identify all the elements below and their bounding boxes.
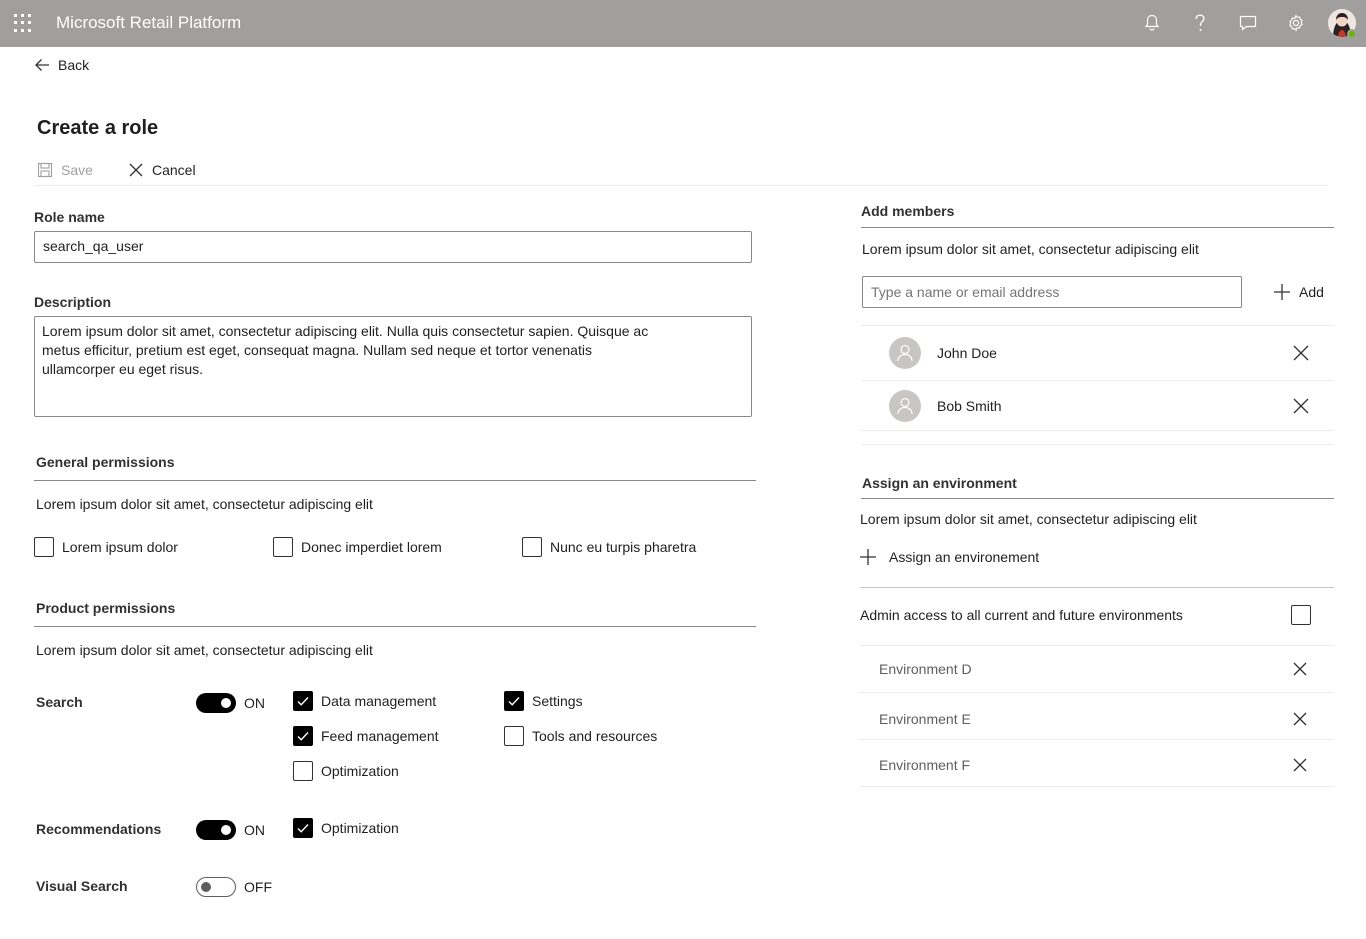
section-divider xyxy=(34,626,756,627)
toggle-recommendations[interactable] xyxy=(196,820,265,840)
checkbox-box[interactable] xyxy=(293,761,313,781)
close-icon xyxy=(128,162,144,178)
assign-environment-label: Assign an environement xyxy=(889,549,1040,565)
checkbox-label: Optimization xyxy=(321,763,399,779)
list-divider xyxy=(860,739,1334,740)
checkbox-search-tools-and-resources[interactable] xyxy=(504,726,657,746)
checkbox-search-data-management[interactable] xyxy=(293,691,436,711)
member-search-input[interactable] xyxy=(862,276,1242,308)
app-title: Microsoft Retail Platform xyxy=(56,13,242,32)
top-bar xyxy=(0,0,1366,47)
member-name: Bob Smith xyxy=(937,398,1002,414)
add-icon xyxy=(1273,283,1291,301)
checkbox-box[interactable] xyxy=(293,726,313,746)
product-name-recommendations: Recommendations xyxy=(36,821,162,837)
checkbox-label: Settings xyxy=(532,693,583,709)
add-members-title: Add members xyxy=(861,203,955,219)
section-divider xyxy=(861,227,1334,228)
list-divider xyxy=(861,325,1334,326)
back-arrow-icon xyxy=(34,57,50,73)
section-divider xyxy=(860,587,1334,588)
role-name-input[interactable]: search_qa_user xyxy=(34,231,752,263)
checkbox-label: Lorem ipsum dolor xyxy=(62,539,178,555)
list-divider xyxy=(861,430,1334,431)
description-line: metus efficitur, pretium est eget, consequat magna. Nullam sed neque et tortor venenatis xyxy=(42,342,592,358)
assign-environment-button[interactable] xyxy=(859,548,1039,566)
toggle-search[interactable] xyxy=(196,693,265,713)
checkbox-box[interactable] xyxy=(504,726,524,746)
toggle-state-label: ON xyxy=(244,695,265,711)
settings-icon[interactable] xyxy=(1286,13,1306,33)
person-icon xyxy=(889,337,921,369)
checkbox-label: Tools and resources xyxy=(532,728,658,744)
add-member-button[interactable] xyxy=(1273,283,1324,301)
list-divider xyxy=(860,786,1334,787)
toggle-state-label: OFF xyxy=(244,879,272,895)
checkbox-box[interactable] xyxy=(34,537,54,557)
checkmark-icon xyxy=(507,694,521,708)
description-label: Description xyxy=(34,294,112,310)
back-label: Back xyxy=(58,57,90,73)
toggle-visual-search[interactable] xyxy=(196,877,272,897)
page-title: Create a role xyxy=(37,117,159,139)
save-icon xyxy=(37,162,53,178)
checkbox-box[interactable] xyxy=(273,537,293,557)
remove-environment-close-icon[interactable] xyxy=(1291,756,1309,774)
add-label: Add xyxy=(1299,284,1324,300)
product-name-visual-search: Visual Search xyxy=(36,878,128,894)
list-divider xyxy=(861,444,1334,445)
list-divider xyxy=(860,692,1334,693)
checkbox-label: Donec imperdiet lorem xyxy=(301,539,442,555)
add-members-description: Lorem ipsum dolor sit amet, consectetur adipiscing elit xyxy=(862,241,1199,257)
checkbox-label: Feed management xyxy=(321,728,439,744)
product-permissions-description: Lorem ipsum dolor sit amet, consectetur adipiscing elit xyxy=(36,642,373,658)
description-line: Lorem ipsum dolor sit amet, consectetur adipiscing elit. Nulla quis consectetur sapien. Quisque ac xyxy=(42,323,649,339)
checkbox-search-settings[interactable] xyxy=(504,691,583,711)
environment-name: Environment E xyxy=(879,711,971,727)
remove-environment-close-icon[interactable] xyxy=(1291,710,1309,728)
checkbox-search-optimization[interactable] xyxy=(293,761,399,781)
help-icon[interactable] xyxy=(1190,13,1210,33)
toggle-track[interactable] xyxy=(196,693,236,713)
environment-name: Environment F xyxy=(879,757,971,773)
notifications-icon[interactable] xyxy=(1142,13,1162,33)
environment-name: Environment D xyxy=(879,661,972,677)
remove-environment-close-icon[interactable] xyxy=(1291,660,1309,678)
admin-access-checkbox[interactable] xyxy=(1291,605,1311,625)
toggle-track[interactable] xyxy=(196,820,236,840)
checkmark-icon xyxy=(296,694,310,708)
description-textarea[interactable] xyxy=(34,316,752,417)
section-divider xyxy=(34,480,756,481)
section-divider xyxy=(861,498,1334,499)
checkmark-icon xyxy=(296,821,310,835)
remove-member-close-icon[interactable] xyxy=(1292,397,1310,415)
checkbox-general-3[interactable] xyxy=(522,537,696,557)
cancel-label: Cancel xyxy=(152,162,196,178)
save-button[interactable] xyxy=(37,162,93,178)
cancel-button[interactable] xyxy=(128,162,196,178)
environment-row xyxy=(860,646,1334,692)
description-line: ullamcorper eu eget risus. xyxy=(42,361,204,377)
toggle-track[interactable] xyxy=(196,877,236,897)
assign-environment-description: Lorem ipsum dolor sit amet, consectetur adipiscing elit xyxy=(860,511,1197,527)
checkbox-search-feed-management[interactable] xyxy=(293,726,439,746)
checkbox-label: Optimization xyxy=(321,820,399,836)
checkbox-label: Data management xyxy=(321,693,437,709)
product-permissions-title: Product permissions xyxy=(36,600,176,616)
toggle-state-label: ON xyxy=(244,822,265,838)
product-name-search: Search xyxy=(36,694,83,710)
checkbox-general-2[interactable] xyxy=(273,537,442,557)
environment-row xyxy=(860,742,1334,788)
checkmark-icon xyxy=(296,729,310,743)
app-launcher-icon[interactable] xyxy=(14,14,32,32)
save-label: Save xyxy=(61,162,93,178)
presence-status-icon xyxy=(1347,29,1357,39)
feedback-icon[interactable] xyxy=(1238,13,1258,33)
command-divider xyxy=(34,185,1328,186)
person-icon xyxy=(889,390,921,422)
role-name-label: Role name xyxy=(34,209,105,225)
member-name: John Doe xyxy=(937,345,997,361)
environment-row xyxy=(860,696,1334,742)
checkbox-box[interactable] xyxy=(293,691,313,711)
checkbox-box[interactable] xyxy=(504,691,524,711)
admin-access-label: Admin access to all current and future environments xyxy=(860,607,1183,623)
member-row xyxy=(861,380,1334,432)
member-row xyxy=(861,327,1334,379)
checkbox-box[interactable] xyxy=(522,537,542,557)
general-permissions-title: General permissions xyxy=(36,454,175,470)
assign-environment-title: Assign an environment xyxy=(862,475,1017,491)
checkbox-box[interactable] xyxy=(293,818,313,838)
checkbox-recommendations-optimization[interactable] xyxy=(293,818,399,838)
general-permissions-description: Lorem ipsum dolor sit amet, consectetur adipiscing elit xyxy=(36,496,373,512)
checkbox-general-1[interactable] xyxy=(34,537,178,557)
checkbox-label: Nunc eu turpis pharetra xyxy=(550,539,697,555)
remove-member-close-icon[interactable] xyxy=(1292,344,1310,362)
back-button[interactable] xyxy=(34,57,89,73)
add-icon xyxy=(859,548,877,566)
